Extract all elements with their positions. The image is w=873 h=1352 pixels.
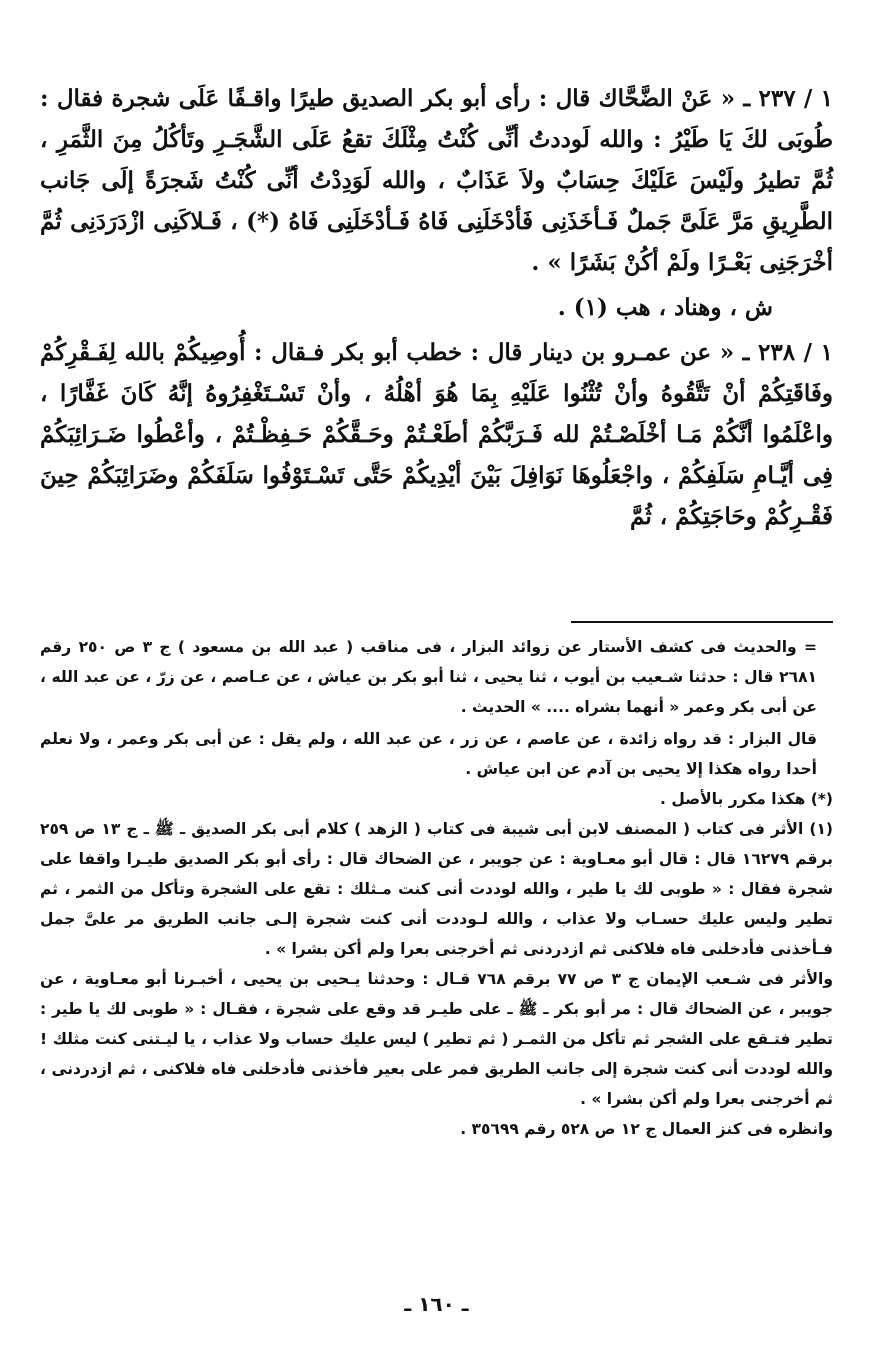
hadith-237-sources: ش ، وهناد ، هب (١) . xyxy=(557,294,773,321)
footnote-shuab: والأثر فى شـعب الإيمان ج ٣ ص ٧٧ برقم ٧٦٨ قـال : وحدثنا يـحيى بن يحيى ، أخبـرنا أبو معـاوية ، عن جويبر ، عن الضحاك قال : مر أبو بكر ـ ﷺ ـ على طيـر قد وقع على شجرة ، فقـال : « طوبى لك يا طير : تطير فتـقع على الشجر ثم تأكل من الثمـر ( ثم تطير ) ليس عليك حساب ولا عذاب ، يا ليـتنى كنت مثلك ! والله لوددت أنى كنت شجرة إلى جانب الطريق فمر على بعير فأخذنى فأدخلنى فاه فلاكنى ، ثم ازدردنى ، ثم أخرجنى بعرا ولم أكن بشرا » . xyxy=(40,970,833,1108)
footnote-bazzar: قال البزار : قد رواه زائدة ، عن عاصم ، عن زر ، عن عبد الله ، ولم يقل : عن أبى بكر وعمر ، ولا نعلم أحدا رواه هكذا إلا يحيى بن آدم عن ابن عياش . xyxy=(40,730,817,778)
footnotes xyxy=(40,632,833,1144)
footnote-divider xyxy=(571,621,833,623)
main-text xyxy=(40,78,833,537)
footnote-asterisk: (*) هكذا مكرر بالأصل . xyxy=(660,790,833,808)
page-number: ـ ١٦٠ ـ xyxy=(404,1292,469,1316)
footnote-continuation: = والحديث فى كشف الأستار عن زوائد البزار ، فى مناقب ( عبد الله بن مسعود ) ج ٣ ص ٢٥٠ رقم ٢٦٨١ قال : حدثنا شـعيب بن أيوب ، ثنا يحيى ، ثنا أبو بكر بن عياش ، عن عـاصم ، عن زرّ ، عن عبد الله ، عن أبى بكر وعمر « أنهما بشراه .... » الحديث . xyxy=(40,638,817,716)
hadith-238: ١ / ٢٣٨ ـ « عن عمـرو بن دينار قال : خطب أبو بكر فـقال : أُوصِيكُمْ بالله لِفَـقْرِكُمْ وفَاقَتِكُمْ أنْ تَتَّقُوهُ وأنْ تُثْنُوا عَلَيْهِ بِمَا هُوَ أهْلُهُ ، وأنْ تَسْـتَغْفِرُوهُ إنَّهُ كَانَ غَفَّارًا ، واعْلَمُوا أنَّكُمْ مَـا أخْلَصْـتُمْ لله فَـرَبَّكُمْ أطَعْـتُمْ وحَـقَّكُمْ حَـفِظْـتُمْ ، وأعْطُوا ضَـرَائِبَكُمْ فِى أيَّـامِ سَلَفِكُمْ ، واجْعَلُوهَا نَوَافِلَ بَيْنَ أيْدِيكُمْ حَتَّى تَسْـتَوْفُوا سَلَفَكُمْ وضَرَائِبَكُمْ حِينَ فَقْـرِكُمْ وحَاجَتِكُمْ ، ثُمَّ xyxy=(40,339,833,530)
hadith-237: ١ / ٢٣٧ ـ « عَنْ الضَّحَّاك قال : رأى أبو بكر الصديق طيرًا واقـفًا عَلَى شجرة فقال : طُوبَى لكَ يَا طَيْرُ : والله لَوددتُ أنِّى كُنْتُ مِثْلَكَ تقعُ عَلَى الشَّجَـرِ وتَأكُلُ مِنَ الثَّمَرِ ، ثُمَّ تطيرُ ولَيْسَ عَلَيْكَ حِسَابٌ ولاَ عَذَابٌ ، والله لَوَدِدْتُ أنِّى كُنْتُ شَجرَةً إلَى جَانب الطَّرِيقِ مَرَّ عَلَىَّ جَملٌ فَـأخَذَنِى فَأدْخَلَنِى فَاهُ فَـأدْخَلَنِى فَاهُ (*) ، فَـلاكَنِى ازْدَرَدَنِى ثُمَّ أخْرَجَنِى بَعْـرًا ولَمْ أكُنْ بَشَرًا » . xyxy=(40,85,833,276)
footnote-1: (١) الأثر فى كتاب ( المصنف لابن أبى شيبة فى كتاب ( الزهد ) كلام أبى بكر الصديق ـ ﷺ ـ ج ١٣ ص ٢٥٩ برقم ١٦٢٧٩ قال : قال أبو معـاوية : عن جويبر ، عن الضحاك قال : رأى أبو بكر الصديق طيـرا واقفا على شجرة فقال : « طوبى لك يا طير ، والله لوددت أنى كنت مـثلك : تقع على الشجرة وتأكل من الثمر ، ثم تطير وليس عليك حسـاب ولا عذاب ، والله لـوددت أنى كنت شجرة إلـى جانب الطريق مر علىَّ جمل فـأخذنى فأدخلنى فاه فلاكنى ثم ازدردنى ثم أخرجنى بعرا ولم أكن بشرا » . xyxy=(40,820,833,958)
footnote-kanz: وانظره فى كنز العمال ج ١٢ ص ٥٢٨ رقم ٣٥٦٩٩ . xyxy=(460,1120,833,1138)
